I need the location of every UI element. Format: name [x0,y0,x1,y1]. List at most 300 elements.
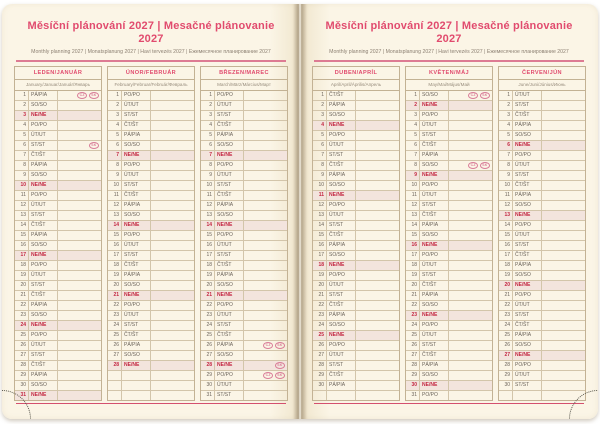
notes-cell [541,201,585,210]
day-row [406,321,492,331]
day-number: 2 [507,102,510,108]
notes-cell [57,101,101,110]
day-number: 10 [318,182,324,188]
month-translations: May/Mai/Május/Май [405,80,493,91]
day-abbr: NE/NE [419,171,448,180]
day-number: 24 [113,322,119,328]
day-number: 4 [209,122,212,128]
day-row [15,91,101,101]
month-day-grid [14,91,102,401]
notes-cell [355,191,399,200]
day-number: 21 [318,292,324,298]
day-abbr: ČT/ŠT [214,261,243,270]
notes-cell [355,261,399,270]
day-abbr: ČT/ŠT [121,191,150,200]
day-abbr: ÚT/UT [121,171,150,180]
notes-cell [150,251,194,260]
day-abbr: SO/SO [28,311,57,320]
day-abbr: SO/SO [326,321,355,330]
day-row [201,181,287,191]
day-row [15,211,101,221]
day-number: 18 [20,262,26,268]
notes-cell [355,291,399,300]
day-number: 30 [504,382,510,388]
notes-cell [243,111,287,120]
notes-cell [541,361,585,370]
day-number: 21 [113,292,119,298]
day-number: 12 [20,202,26,208]
day-row [499,321,585,331]
day-row [201,111,287,121]
day-abbr: SO/SO [28,381,57,390]
notes-cell [150,121,194,130]
notes-cell [541,331,585,340]
notes-cell [57,301,101,310]
notes-cell [355,151,399,160]
day-abbr: ČT/ŠT [326,91,355,100]
months-grid [312,66,586,401]
day-row [201,131,287,141]
day-abbr: ČT/ŠT [419,281,448,290]
day-number: 1 [321,92,324,98]
notes-cell [57,271,101,280]
day-number: 19 [20,272,26,278]
day-number: 8 [414,162,417,168]
notes-cell [448,121,492,130]
notes-cell [243,251,287,260]
notes-cell [448,191,492,200]
notes-cell [541,131,585,140]
day-abbr: SO/SO [121,351,150,360]
notes-cell [541,151,585,160]
day-abbr: ST/ST [214,251,243,260]
day-abbr: ST/ST [28,211,57,220]
notes-cell [57,141,101,150]
notes-cell [355,141,399,150]
notes-cell [448,181,492,190]
notes-cell [355,111,399,120]
day-abbr: NE/NE [214,221,243,230]
day-abbr: NE/NE [121,291,150,300]
notes-cell [448,331,492,340]
day-abbr: ÚT/UT [121,241,150,250]
day-number: 29 [20,372,26,378]
notes-cell [150,211,194,220]
day-abbr: ČT/ŠT [214,191,243,200]
day-row [201,381,287,391]
day-row [406,181,492,191]
day-abbr: PO/PO [326,341,355,350]
month-day-grid [498,91,586,401]
day-row [313,141,399,151]
day-row [499,131,585,141]
day-abbr: ST/ST [512,381,541,390]
day-abbr: PÁ/PIA [326,381,355,390]
day-number: 17 [20,252,26,258]
notes-cell [57,231,101,240]
day-row [108,341,194,351]
day-abbr: SO/SO [326,181,355,190]
day-row [313,131,399,141]
notes-cell [150,201,194,210]
notes-cell [541,261,585,270]
day-row [313,101,399,111]
day-row [406,301,492,311]
notes-cell [243,261,287,270]
day-abbr: NE/NE [326,191,355,200]
day-abbr: PÁ/PIA [28,301,57,310]
notes-cell [57,261,101,270]
day-number: 5 [23,132,26,138]
day-abbr: ÚT/UT [214,311,243,320]
notes-cell [243,381,287,390]
notes-cell [57,371,101,380]
day-abbr: ST/ST [512,311,541,320]
day-row [406,151,492,161]
notes-cell [355,371,399,380]
day-abbr: PÁ/PIA [121,271,150,280]
day-number: 7 [321,152,324,158]
notes-cell [243,311,287,320]
notes-cell [541,381,585,390]
notes-cell [541,391,585,400]
day-row [499,301,585,311]
day-number: 9 [116,172,119,178]
notes-cell [150,391,194,400]
day-abbr: SO/SO [512,131,541,140]
notes-cell [243,371,287,380]
month-name: ÚNOR/FEBRUÁR [107,66,195,80]
day-number: 26 [20,342,26,348]
notes-cell [243,171,287,180]
day-row [499,351,585,361]
day-row [313,181,399,191]
day-number: 10 [411,182,417,188]
day-row [406,331,492,341]
day-number: 8 [209,162,212,168]
day-number: 5 [116,132,119,138]
bottom-rule [16,403,286,405]
notes-cell [243,271,287,280]
day-abbr: PÁ/PIA [512,191,541,200]
day-abbr: ST/ST [512,171,541,180]
month-name: KVĚTEN/MÁJ [405,66,493,80]
notes-cell [57,381,101,390]
day-abbr: NE/NE [28,251,57,260]
day-number: 30 [318,382,324,388]
day-abbr: SO/SO [512,201,541,210]
day-abbr: PO/PO [326,131,355,140]
day-number: 17 [206,252,212,258]
day-row [201,291,287,301]
day-number: 1 [23,92,26,98]
day-number: 15 [206,232,212,238]
day-row [201,321,287,331]
notes-cell [57,361,101,370]
day-row [201,141,287,151]
notes-cell [57,241,101,250]
day-number: 2 [209,102,212,108]
day-abbr: ČT/ŠT [419,351,448,360]
day-row [108,111,194,121]
day-row [15,251,101,261]
day-number: 1 [116,92,119,98]
notes-cell [150,141,194,150]
day-abbr: NE/NE [214,291,243,300]
holiday-badge-cz: CZ [263,342,273,349]
day-abbr: PÁ/PIA [326,171,355,180]
day-number: 1 [507,92,510,98]
month-day-grid [200,91,288,401]
day-row [15,101,101,111]
notes-cell [355,161,399,170]
day-abbr: ČT/ŠT [28,151,57,160]
day-row [15,171,101,181]
day-abbr: NE/NE [326,261,355,270]
day-abbr: PÁ/PIA [121,341,150,350]
day-row [406,311,492,321]
day-row [108,391,194,400]
day-row [406,101,492,111]
day-number: 18 [206,262,212,268]
day-row [201,151,287,161]
day-row [406,171,492,181]
page-title: Měsíční plánování 2027 | Mesačné plánovanie 2027 [27,20,275,45]
day-number: 31 [206,392,212,398]
day-abbr: PO/PO [214,371,243,380]
notes-cell [541,241,585,250]
day-abbr: NE/NE [326,121,355,130]
notes-cell [57,321,101,330]
notes-cell [57,311,101,320]
day-number: 14 [20,222,26,228]
notes-cell [243,341,287,350]
day-abbr: PÁ/PIA [214,271,243,280]
notes-cell [448,171,492,180]
header-rule [314,60,584,62]
holiday-badge-sk: SK [480,92,490,99]
day-abbr [121,391,150,400]
day-abbr: PÁ/PIA [28,161,57,170]
notes-cell [448,141,492,150]
day-abbr: NE/NE [512,211,541,220]
day-row [108,321,194,331]
day-row [499,371,585,381]
day-row [313,351,399,361]
holiday-badge-sk: SK [275,372,285,379]
day-number: 16 [206,242,212,248]
notes-cell [448,261,492,270]
day-abbr: SO/SO [419,161,448,170]
notes-cell [243,221,287,230]
day-row [201,341,287,351]
notes-cell [541,211,585,220]
day-row [499,181,585,191]
day-abbr [512,391,541,400]
day-row [313,151,399,161]
day-row [406,211,492,221]
day-row [15,331,101,341]
notes-cell [150,301,194,310]
notes-cell [150,371,194,380]
day-number: 10 [20,182,26,188]
day-abbr: SO/SO [512,271,541,280]
day-row [406,111,492,121]
notes-cell [57,291,101,300]
day-row [201,391,287,400]
notes-cell [355,131,399,140]
notes-cell [355,221,399,230]
day-abbr: ÚT/UT [214,171,243,180]
day-number: 27 [411,352,417,358]
month-translations: January/Januar/Január/Январь [14,80,102,91]
day-number: 26 [206,342,212,348]
day-abbr: PÁ/PIA [121,131,150,140]
day-number: 4 [507,122,510,128]
day-abbr: ČT/ŠT [326,371,355,380]
notes-cell [243,191,287,200]
day-number: 5 [507,132,510,138]
day-number: 25 [113,332,119,338]
day-number: 28 [504,362,510,368]
day-row [313,301,399,311]
day-row [406,221,492,231]
day-row [313,361,399,371]
notes-cell [243,391,287,400]
day-row [201,231,287,241]
day-abbr: NE/NE [28,111,57,120]
day-number: 16 [411,242,417,248]
day-abbr: SO/SO [419,231,448,240]
day-abbr: ÚT/UT [419,331,448,340]
day-abbr: NE/NE [214,361,243,370]
day-number: 29 [504,372,510,378]
day-number: 16 [113,242,119,248]
day-row [499,111,585,121]
day-number: 10 [206,182,212,188]
notes-cell [355,391,399,400]
notes-cell [243,91,287,100]
month-day-grid [312,91,400,401]
day-abbr: PO/PO [512,291,541,300]
day-abbr: ST/ST [512,101,541,110]
notes-cell [243,301,287,310]
day-row [406,201,492,211]
day-abbr: ÚT/UT [512,301,541,310]
day-row [406,351,492,361]
day-number: 8 [116,162,119,168]
day-abbr: NE/NE [28,391,57,400]
notes-cell [355,311,399,320]
month-table [14,66,102,401]
notes-cell [355,341,399,350]
notes-cell [448,161,492,170]
day-row [313,171,399,181]
day-abbr: PO/PO [121,231,150,240]
day-abbr: NE/NE [419,311,448,320]
notes-cell [448,211,492,220]
month-translations: February/Februar/Február/Февраль [107,80,195,91]
notes-cell [243,331,287,340]
holiday-badge-cz: CZ [77,92,87,99]
day-number: 17 [411,252,417,258]
day-abbr: SO/SO [214,351,243,360]
day-row [313,121,399,131]
day-abbr: PO/PO [419,391,448,400]
day-row [313,211,399,221]
day-number: 20 [411,282,417,288]
notes-cell [355,211,399,220]
day-row [108,121,194,131]
day-row [406,231,492,241]
day-abbr: ÚT/UT [419,261,448,270]
notes-cell [448,391,492,400]
day-number: 6 [116,142,119,148]
page-left [2,4,300,419]
day-number: 12 [318,202,324,208]
day-abbr: PO/PO [419,321,448,330]
notes-cell [448,381,492,390]
day-row [15,151,101,161]
month-name: LEDEN/JANUÁR [14,66,102,80]
day-row [313,91,399,101]
day-abbr: ÚT/UT [419,191,448,200]
day-number: 17 [113,252,119,258]
day-row [15,391,101,400]
day-number: 28 [113,362,119,368]
day-row [313,331,399,341]
day-abbr: SO/SO [214,281,243,290]
day-row [313,251,399,261]
day-abbr: ST/ST [28,281,57,290]
day-abbr: NE/NE [121,361,150,370]
day-abbr: ČT/ŠT [121,121,150,130]
notes-cell [243,321,287,330]
notes-cell [541,351,585,360]
day-row [406,251,492,261]
holiday-badge-sk: SK [89,92,99,99]
notes-cell [448,311,492,320]
notes-cell [355,381,399,390]
notes-cell [448,371,492,380]
notes-cell [355,91,399,100]
day-abbr: NE/NE [512,141,541,150]
day-row [108,91,194,101]
day-number: 23 [20,312,26,318]
day-abbr: NE/NE [214,151,243,160]
notes-cell [448,231,492,240]
day-row [201,91,287,101]
notes-cell [57,161,101,170]
day-row [499,221,585,231]
day-number: 22 [318,302,324,308]
day-row [499,91,585,101]
day-abbr: ÚT/UT [28,131,57,140]
holiday-badge-sk: SK [89,142,99,149]
day-number: 30 [206,382,212,388]
notes-cell [150,171,194,180]
day-row [108,301,194,311]
day-abbr: NE/NE [28,321,57,330]
day-number: 22 [206,302,212,308]
day-number: 23 [318,312,324,318]
notes-cell [243,101,287,110]
day-number: 11 [504,192,510,198]
notes-cell [541,171,585,180]
day-abbr: ÚT/UT [28,201,57,210]
day-number: 22 [411,302,417,308]
day-number: 25 [20,332,26,338]
